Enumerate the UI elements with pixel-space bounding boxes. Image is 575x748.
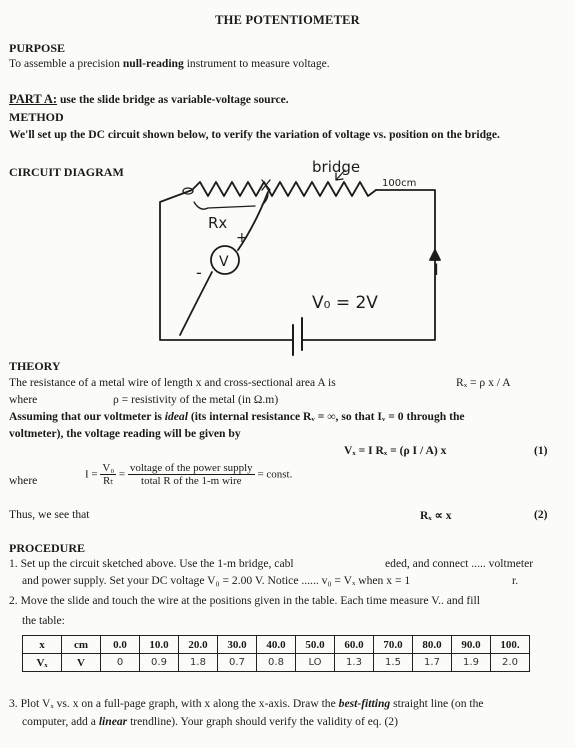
table-cell: 40.0 [257,636,296,654]
table-value-cell[interactable]: 1.8 [179,654,218,672]
theory-line-4: voltmeter), the voltage reading will be given by [9,427,241,440]
table-cell: 60.0 [335,636,374,654]
table-cell: Vₓ [23,654,62,672]
equation-number-1: (1) [534,444,548,457]
theory-line-3a: Assuming that our voltmeter is [9,410,165,423]
theory-heading: THEORY [9,359,61,373]
table-value-cell[interactable]: 1.9 [452,654,491,672]
purpose-heading: PURPOSE [9,41,66,55]
part-a-label: PART A: [9,92,58,106]
formula-proportional: Rₓ ∝ x [420,509,452,522]
current-i-equals: I = [85,468,98,481]
procedure-step1-line2b: r. [512,574,519,587]
measurement-table [22,635,530,672]
table-cell: 90.0 [452,636,491,654]
frac1-denominator: Rₜ [102,475,114,487]
fraction-voltage-over-resistance [128,462,255,487]
table-cell: V [62,654,101,672]
page-title: THE POTENTIOMETER [215,13,360,27]
rx-bracket [194,202,255,209]
formula-resistance: Rₓ = ρ x / A [456,376,511,389]
current-label: I [434,260,439,279]
method-text: We'll set up the DC circuit shown below, to verify the variation of voltage vs. position on the bridge. [9,128,500,141]
part-a-line [9,92,289,107]
method-heading: METHOD [9,110,64,124]
purpose-text-a: To assemble a precision [9,57,123,70]
theory-line-3 [9,410,465,423]
table-cell: 70.0 [374,636,413,654]
table-value-cell[interactable]: 1.7 [413,654,452,672]
procedure-step1-line1b: eded, and connect ..... voltmeter [385,557,534,570]
voltmeter-label: V [219,254,229,270]
const-label: = const. [257,468,293,481]
table-cell: 30.0 [218,636,257,654]
theory-ideal-word: ideal [164,410,188,423]
step3-best-fitting: best-fitting [338,697,391,710]
theory-where-text: ρ = resistivity of the metal (in Ω.m) [113,393,279,406]
table-value-cell[interactable]: 1.5 [374,654,413,672]
table-cell: 0.0 [101,636,140,654]
table-value-cell[interactable]: LO [296,654,335,672]
current-definition [85,462,292,487]
source-voltage-label: V₀ = 2V [312,293,378,313]
table-cell: 50.0 [296,636,335,654]
step3-line2-c: trendline). Your graph should verify the validity of eq. (2) [127,715,398,728]
theory-line-3b: (its internal resistance Rᵥ = ∞, so that Iᵥ = 0 through the [187,410,465,423]
table-value-cell[interactable]: 0.9 [140,654,179,672]
table-row-x [23,636,530,654]
step3-text-c: straight line (on the [390,697,484,710]
table-value-cell[interactable]: 0.8 [257,654,296,672]
step3-line2-a: computer, add a [22,715,99,728]
current-arrow-icon [430,250,440,260]
procedure-step3-line1 [9,697,484,710]
procedure-step1-line2: and power supply. Set your DC voltage V₀ = 2.00 V. Notice ...... v₀ = Vₓ when x = 1 [22,574,411,587]
table-value-cell[interactable]: 1.3 [335,654,374,672]
rx-label: Rx [208,214,228,232]
bridge-label: bridge [312,158,361,176]
frac-equals-sign: = [118,468,126,481]
table-value-cell[interactable]: 0.7 [218,654,257,672]
circuit-diagram [150,150,450,360]
voltmeter-plus-label: + [236,230,248,246]
table-cell: 80.0 [413,636,452,654]
table-row-vx [23,654,530,672]
length-label: 100cm [382,178,417,189]
procedure-step2-line1: 2. Move the slide and touch the wire at the positions given in the table. Each time measure V.. and fill [9,594,480,607]
procedure-heading: PROCEDURE [9,541,86,555]
step3-linear: linear [98,715,128,728]
theory-where-label: where [9,393,38,406]
procedure-step3-line2 [22,715,398,728]
frac1-numerator: V₀ [102,462,115,474]
procedure-step1-line1: 1. Set up the circuit sketched above. Use the 1-m bridge, cabl [9,557,294,570]
table-cell: cm [62,636,101,654]
table-cell: 20.0 [179,636,218,654]
purpose-text [9,57,330,70]
table-cell: x [23,636,62,654]
equation-number-2: (2) [534,508,548,521]
frac2-denominator: total R of the 1-m wire [141,475,242,487]
circuit-right-wire [302,190,435,340]
table-cell: 100. [491,636,530,654]
purpose-text-b: instrument to measure voltage. [183,57,330,70]
circuit-heading: CIRCUIT DIAGRAM [9,165,124,179]
voltmeter-minus-label: - [196,263,202,282]
bridge-resistor [192,182,376,196]
theory-where2-label: where [9,474,38,487]
theory-thus: Thus, we see that [9,508,90,521]
table-cell: 10.0 [140,636,179,654]
table-value-cell[interactable]: 2.0 [491,654,530,672]
frac2-numerator: voltage of the power supply [129,462,253,474]
part-a-text: use the slide bridge as variable-voltage source. [57,93,289,106]
procedure-step2-line2: the table: [22,614,65,627]
table-value-cell[interactable]: 0 [101,654,140,672]
fraction-v0-over-rt [100,462,116,487]
step3-text-a: 3. Plot Vₓ vs. x on a full-page graph, with x along the x-axis. Draw the [9,697,339,710]
theory-line-1: The resistance of a metal wire of length x and cross-sectional area A is [9,376,336,389]
purpose-text-bold: null-reading [122,57,184,70]
formula-voltage: Vₓ = I Rₓ = (ρ I / A) x [344,444,447,457]
